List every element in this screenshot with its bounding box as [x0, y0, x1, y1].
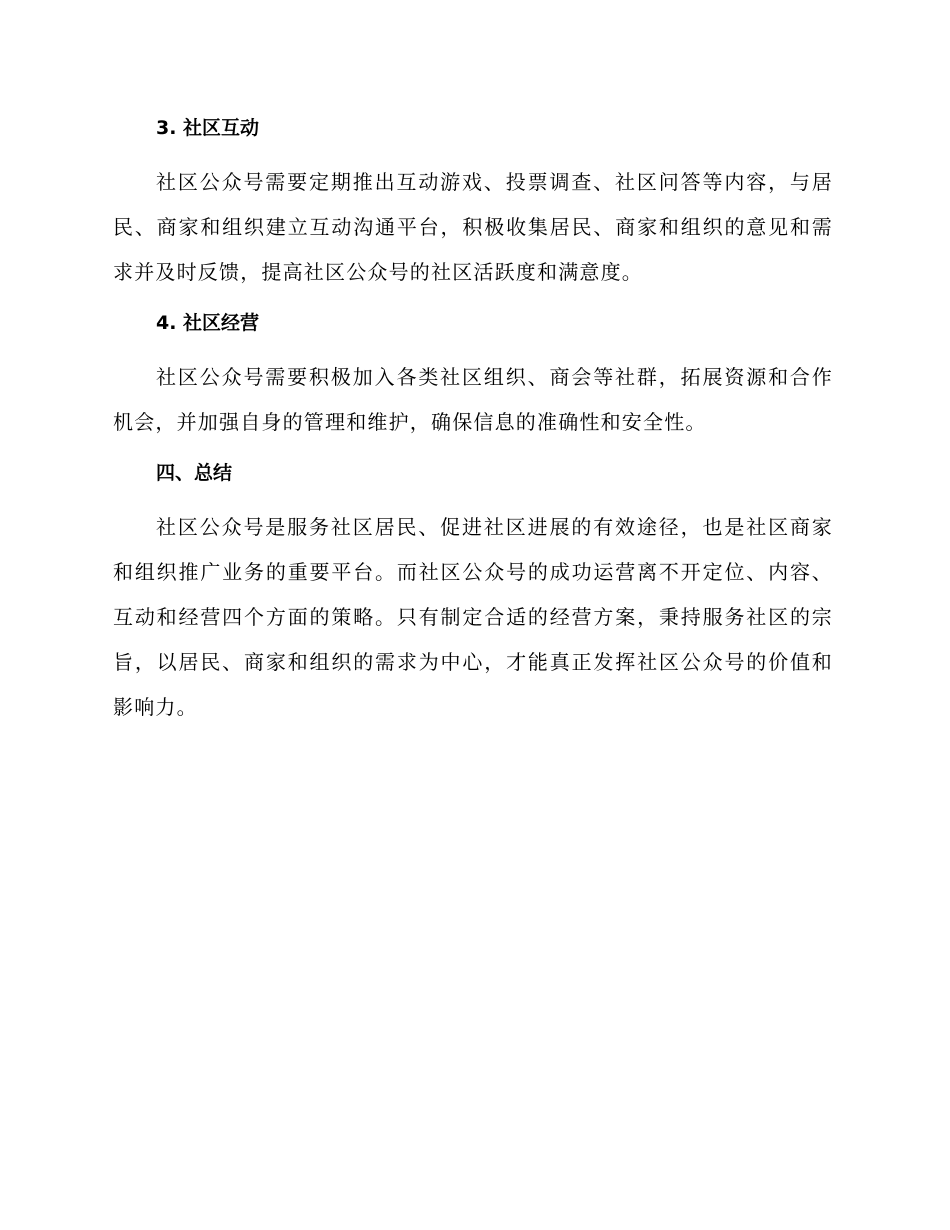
- section-heading-community-operation: 4. 社区经营: [156, 312, 260, 334]
- document-body: [113, 112, 833, 730]
- section-paragraph-community-interaction: 社区公众号需要定期推出互动游戏、投票调查、社区问答等内容，与居民、商家和组织建立互动沟通平台，积极收集居民、商家和组织的意见和需求并及时反馈，提高社区公众号的社区活跃度和满意度。: [113, 170, 833, 284]
- section-heading-community-interaction: 3. 社区互动: [156, 117, 260, 139]
- section-paragraph-community-operation: 社区公众号需要积极加入各类社区组织、商会等社群，拓展资源和合作机会，并加强自身的管理和维护，确保信息的准确性和安全性。: [113, 365, 833, 434]
- section-heading-summary: 四、总结: [156, 462, 233, 484]
- section-paragraph-summary: 社区公众号是服务社区居民、促进社区进展的有效途径，也是社区商家和组织推广业务的重要平台。而社区公众号的成功运营离不开定位、内容、互动和经营四个方面的策略。只有制定合适的经营方案，秉持服务社区的宗旨，以居民、商家和组织的需求为中心，才能真正发挥社区公众号的价值和影响力。: [113, 515, 833, 719]
